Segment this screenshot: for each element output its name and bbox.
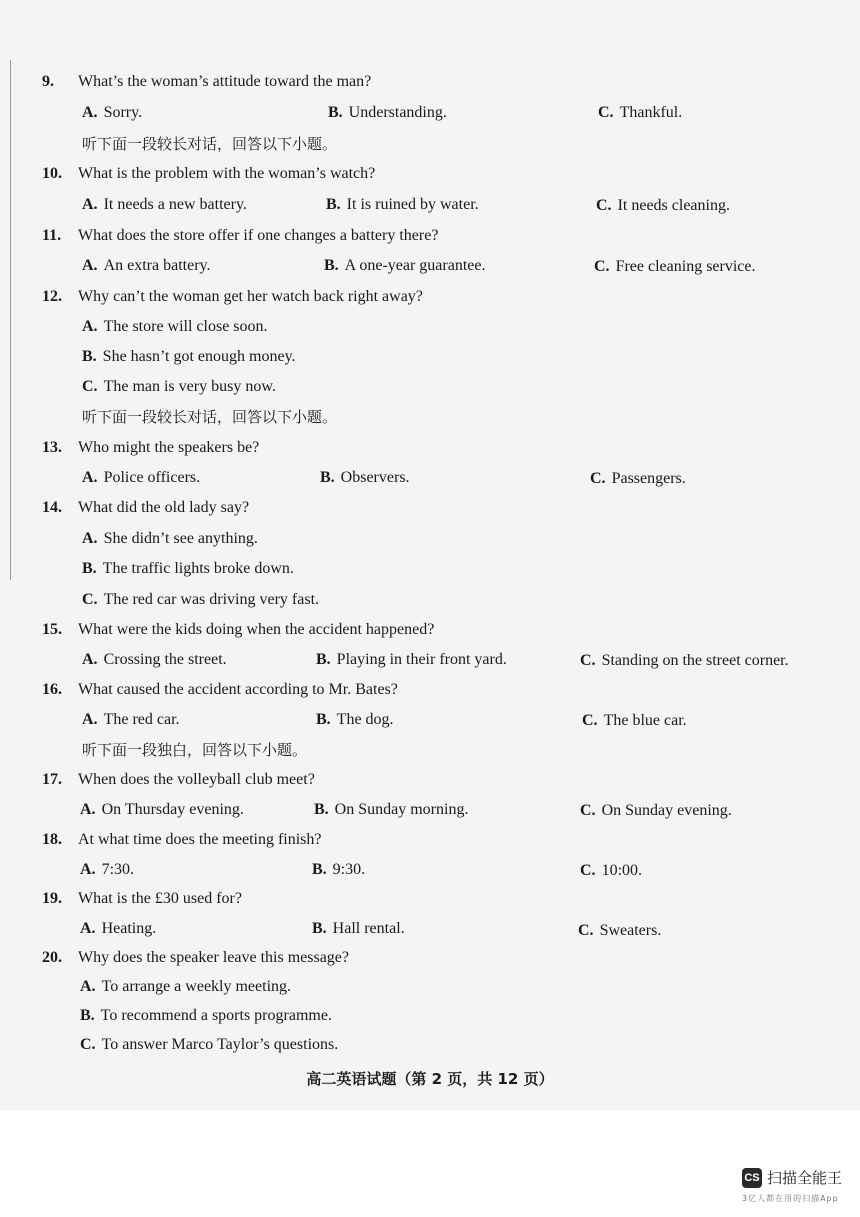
option-18b: B. 9:30. — [312, 861, 366, 878]
option-15a: A. Crossing the street. — [82, 651, 227, 668]
option-18a: A. 7:30. — [80, 861, 135, 878]
option-14b: B. The traffic lights broke down. — [82, 560, 294, 577]
option-19c: C. Sweaters. — [578, 922, 662, 939]
option-13b: B. Observers. — [320, 469, 410, 486]
option-15c: C. Standing on the street corner. — [580, 652, 789, 669]
question-12: 12. Why can’t the woman get her watch back right away? — [42, 288, 423, 305]
question-15: 15. What were the kids doing when the accident happened? — [42, 621, 435, 638]
question-13: 13. Who might the speakers be? — [42, 439, 260, 456]
camscanner-logo-icon: CS — [742, 1168, 762, 1188]
option-17a: A. On Thursday evening. — [80, 801, 244, 818]
question-16: 16. What caused the accident according to Mr. Bates? — [42, 681, 398, 698]
option-16c: C. The blue car. — [582, 712, 687, 729]
option-9b: B. Understanding. — [328, 104, 447, 121]
option-20a: A. To arrange a weekly meeting. — [80, 978, 292, 995]
instruction-long-dialogue: 听下面一段较长对话，回答以下小题。 — [82, 135, 338, 153]
option-17c: C. On Sunday evening. — [580, 802, 732, 819]
instruction-long-dialogue-2: 听下面一段较长对话，回答以下小题。 — [82, 408, 338, 426]
option-19a: A. Heating. — [80, 920, 157, 937]
option-10c: C. It needs cleaning. — [596, 197, 730, 214]
option-20c: C. To answer Marco Taylor’s questions. — [80, 1036, 339, 1053]
option-16a: A. The red car. — [82, 711, 180, 728]
option-17b: B. On Sunday morning. — [314, 801, 469, 818]
question-14: 14. What did the old lady say? — [42, 499, 250, 516]
instruction-monologue: 听下面一段独白，回答以下小题。 — [82, 741, 308, 759]
option-13c: C. Passengers. — [590, 470, 686, 487]
option-12a: A. The store will close soon. — [82, 318, 268, 335]
question-10: 10. What is the problem with the woman’s watch? — [42, 165, 376, 182]
scanner-app-name: 扫描全能王 — [767, 1169, 843, 1187]
option-9a: A. Sorry. — [82, 104, 143, 121]
option-15b: B. Playing in their front yard. — [316, 651, 507, 668]
question-17: 17. When does the volleyball club meet? — [42, 771, 315, 788]
option-18c: C. 10:00. — [580, 862, 643, 879]
question-20: 20. Why does the speaker leave this message? — [42, 949, 350, 966]
page-crease — [10, 60, 11, 580]
option-13a: A. Police officers. — [82, 469, 201, 486]
option-10a: A. It needs a new battery. — [82, 196, 247, 213]
option-20b: B. To recommend a sports programme. — [80, 1007, 332, 1024]
option-9c: C. Thankful. — [598, 104, 683, 121]
option-11b: B. A one-year guarantee. — [324, 257, 486, 274]
option-12b: B. She hasn’t got enough money. — [82, 348, 296, 365]
question-18: 18. At what time does the meeting finish? — [42, 831, 322, 848]
option-14c: C. The red car was driving very fast. — [82, 591, 320, 608]
option-16b: B. The dog. — [316, 711, 394, 728]
option-12c: C. The man is very busy now. — [82, 378, 276, 395]
option-14a: A. She didn’t see anything. — [82, 530, 258, 547]
option-10b: B. It is ruined by water. — [326, 196, 479, 213]
page-footer: 高二英语试题（第 2 页，共 12 页） — [306, 1070, 554, 1088]
option-11c: C. Free cleaning service. — [594, 258, 756, 275]
option-11a: A. An extra battery. — [82, 257, 211, 274]
question-19: 19. What is the £30 used for? — [42, 890, 242, 907]
option-19b: B. Hall rental. — [312, 920, 405, 937]
question-9: 9. What’s the woman’s attitude toward the man? — [42, 73, 372, 90]
question-11: 11. What does the store offer if one changes a battery there? — [42, 227, 439, 244]
scanner-tagline: 3亿人都在用的扫描App — [742, 1194, 839, 1203]
